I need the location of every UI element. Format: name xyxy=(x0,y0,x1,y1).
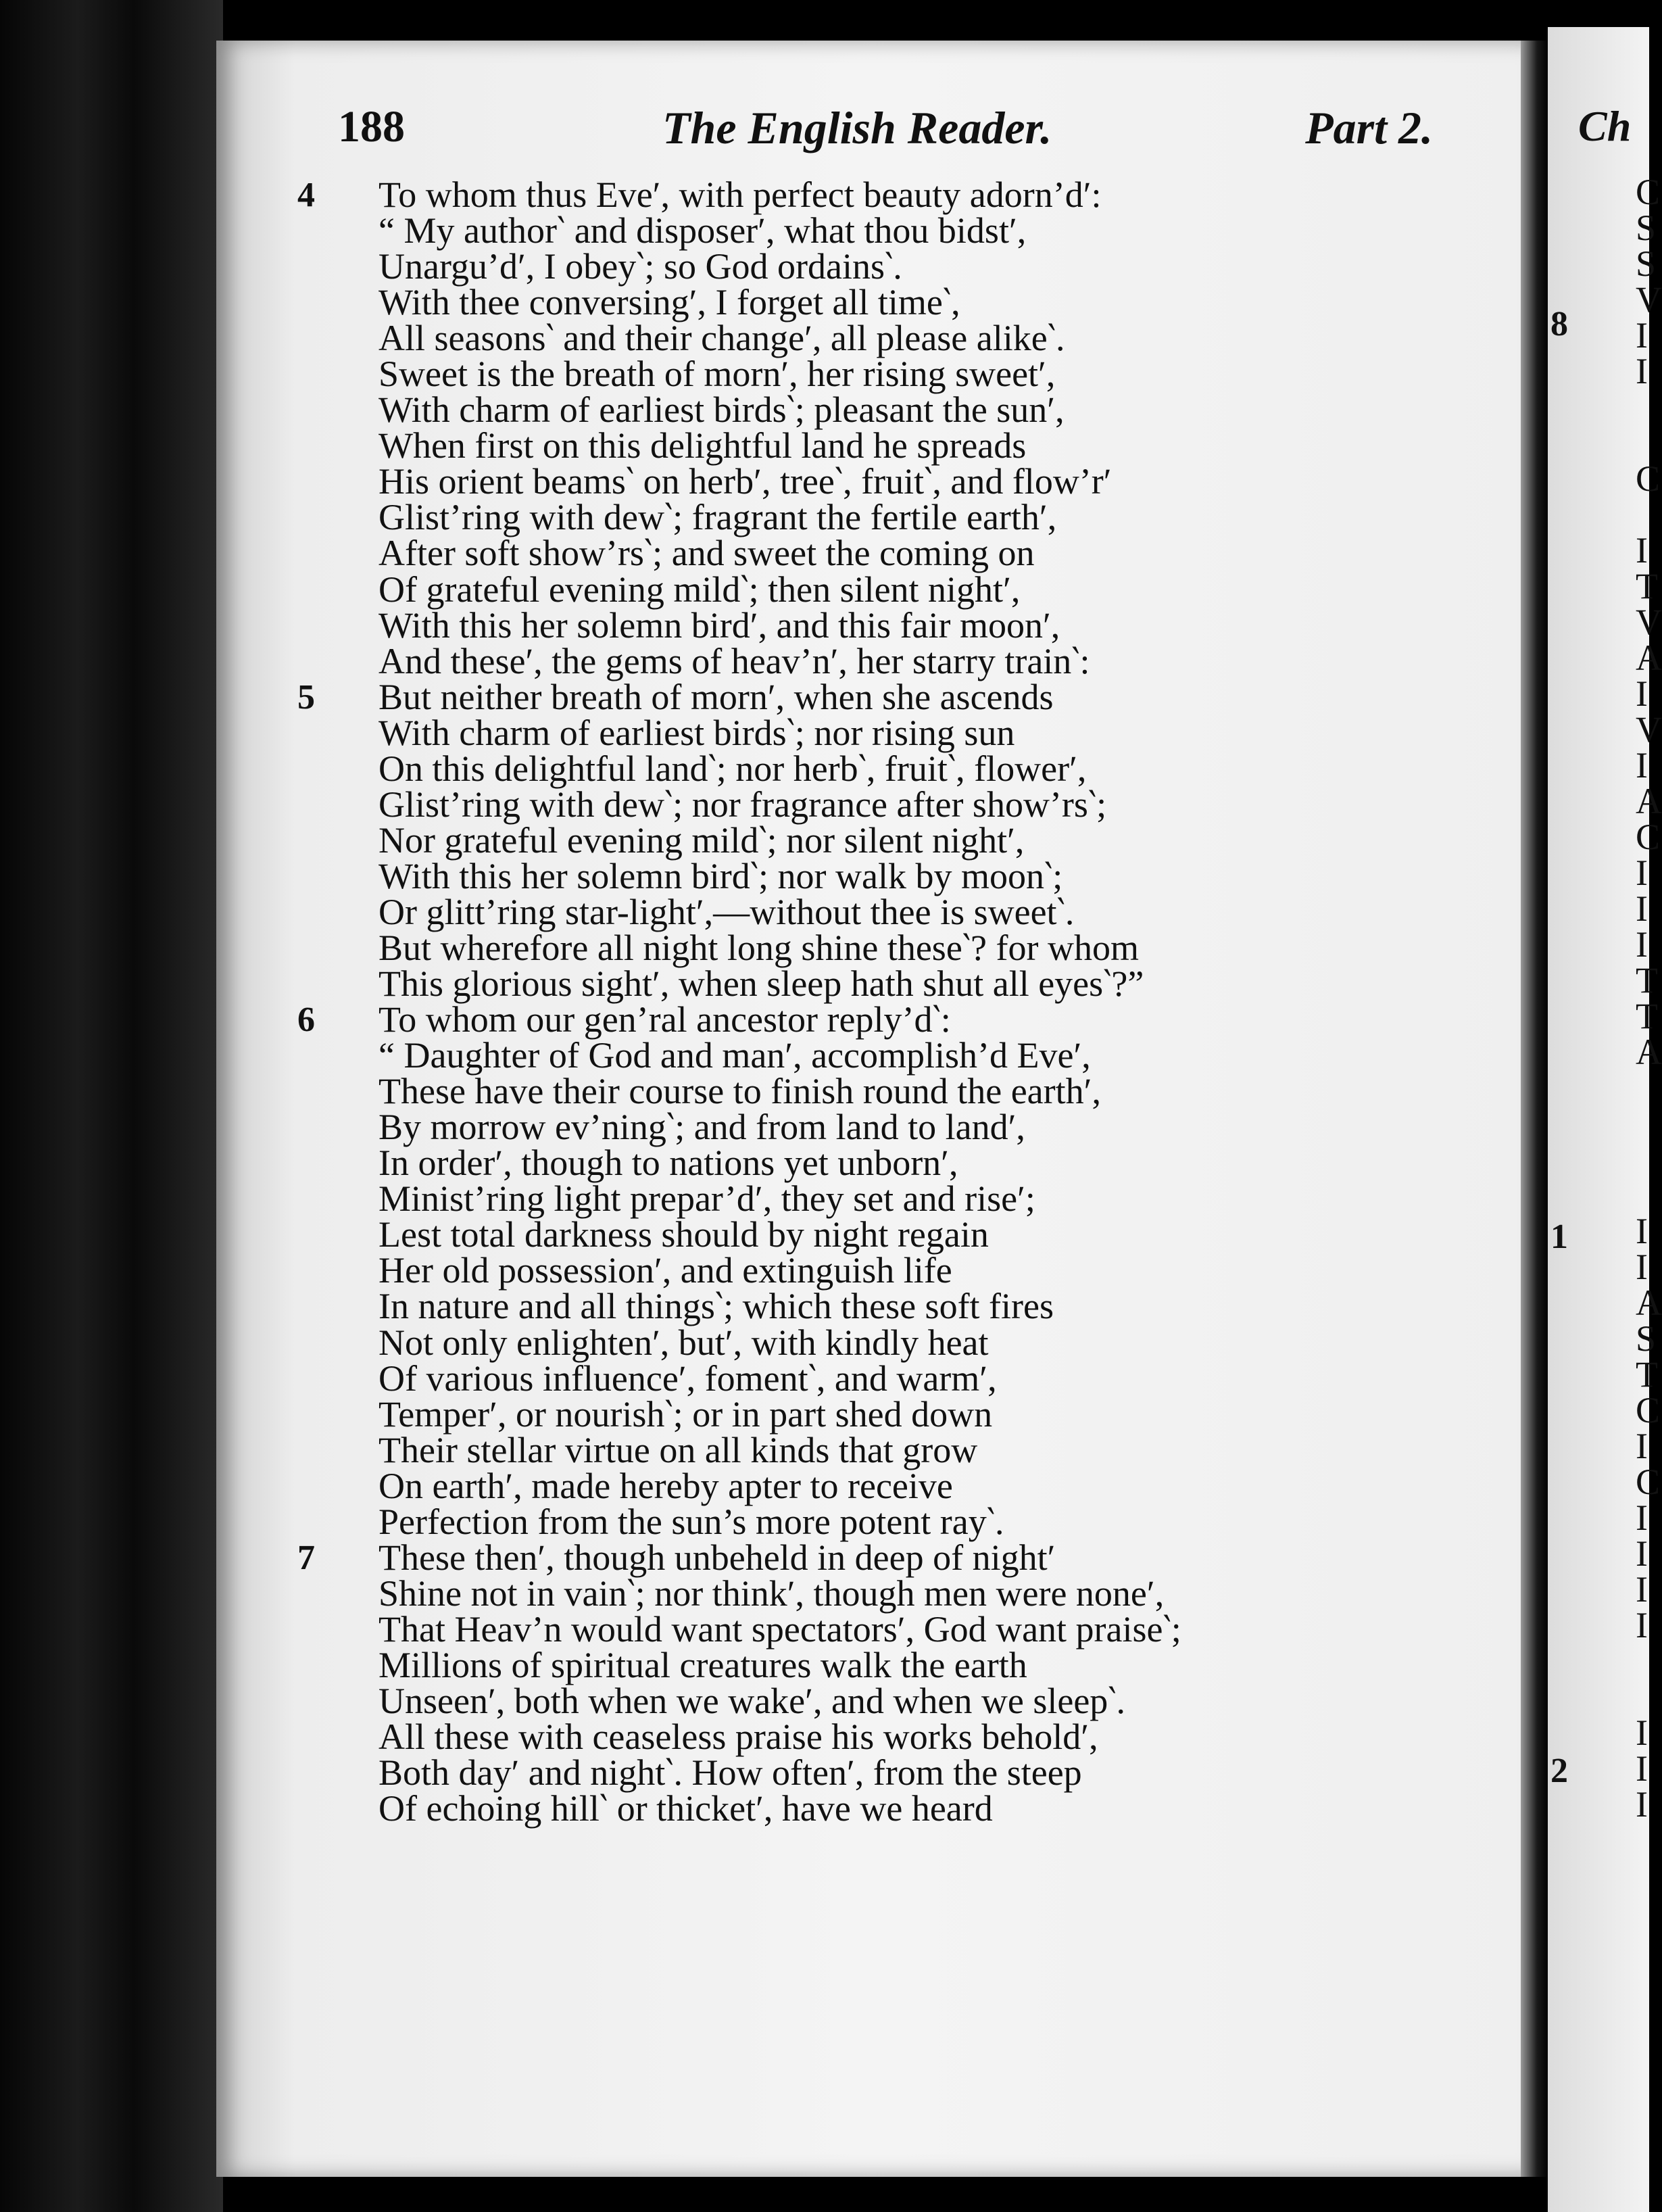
line-text: But neither breath of morn′, when she ascends xyxy=(378,676,1054,717)
facing-line-initial: C xyxy=(1636,172,1661,212)
line-text: Sweet is the breath of morn′, her rising sweet′, xyxy=(378,354,1056,395)
poem-line xyxy=(297,891,1338,932)
poem-line xyxy=(297,1501,1338,1542)
line-text: Minist’ring light prepar’d′, they set and rise′; xyxy=(378,1178,1035,1220)
facing-line-initial: I xyxy=(1636,530,1648,571)
poem-line xyxy=(297,318,1338,359)
line-text: Of grateful evening mild‵; then silent night′, xyxy=(378,569,1021,610)
facing-line-initial xyxy=(1636,1643,1656,1679)
poem-line xyxy=(297,1537,1338,1578)
line-text: That Heav’n would want spectators′, God want praise‵; xyxy=(378,1608,1181,1650)
facing-page-header: Ch xyxy=(1578,102,1632,150)
line-text: On earth′, made hereby apter to receive xyxy=(378,1465,953,1506)
running-title: The English Reader. xyxy=(662,102,1052,153)
poem-line xyxy=(297,533,1338,574)
facing-line-initial: I xyxy=(1636,1533,1648,1574)
poem-line xyxy=(297,1322,1338,1363)
poem-line xyxy=(297,1644,1338,1685)
facing-line-initial: I xyxy=(1636,852,1648,893)
facing-line-initial xyxy=(1636,389,1656,425)
line-text: On this delightful land‵; nor herb‵, fruit‵, flower′, xyxy=(378,748,1087,789)
line-text: With charm of earliest birds‵; nor rising sun xyxy=(378,712,1015,753)
facing-stanza-number: 2 xyxy=(1550,1752,1568,1790)
facing-line-initial: I xyxy=(1636,1605,1648,1645)
facing-line-initial: T xyxy=(1636,566,1658,606)
poem-line xyxy=(297,569,1338,610)
line-text: After soft show’rs‵; and sweet the coming on xyxy=(378,533,1035,574)
line-text: “ Daughter of God and man′, accomplish’d Eve′, xyxy=(378,1035,1091,1076)
facing-line-initial xyxy=(1636,1178,1656,1213)
line-text: These have their course to finish round the earth′, xyxy=(378,1071,1101,1112)
page-gutter xyxy=(1521,41,1548,2177)
facing-line-initial: I xyxy=(1636,1569,1648,1610)
poem-line xyxy=(297,210,1338,251)
facing-stanza-number: 8 xyxy=(1550,305,1568,343)
poem-line xyxy=(297,1680,1338,1721)
part-label: Part 2. xyxy=(1305,102,1433,153)
poem-line xyxy=(297,819,1338,861)
facing-line-initial xyxy=(1636,1142,1656,1178)
line-text: Glist’ring with dew‵; nor fragrance after show’rs‵; xyxy=(378,784,1107,825)
line-text: To whom our gen’ral ancestor reply’d‵: xyxy=(378,999,951,1040)
facing-line-initial: I xyxy=(1636,673,1648,714)
facing-line-initial: I xyxy=(1636,1247,1648,1287)
poem-line xyxy=(297,604,1338,646)
facing-line-initial: I xyxy=(1636,1712,1648,1753)
facing-line-initial: S xyxy=(1636,1318,1657,1359)
poem-line xyxy=(297,461,1338,502)
line-text: Perfection from the sun’s more potent ray‵. xyxy=(378,1501,1004,1542)
poem-text-block xyxy=(297,174,1338,1829)
facing-line-initial: I xyxy=(1636,888,1648,929)
facing-line-initial xyxy=(1636,497,1656,533)
facing-line-initial: I xyxy=(1636,1784,1648,1825)
poem-line xyxy=(297,1178,1338,1220)
line-text: When first on this delightful land he spreads xyxy=(378,425,1027,466)
line-text: Their stellar virtue on all kinds that grow xyxy=(378,1429,978,1470)
poem-line xyxy=(297,784,1338,825)
poem-line xyxy=(297,1752,1338,1794)
facing-line-initial: A xyxy=(1636,781,1662,821)
poem-line xyxy=(297,640,1338,681)
poem-line xyxy=(297,1071,1338,1112)
poem-line xyxy=(297,1214,1338,1255)
facing-line-initial: T xyxy=(1636,960,1658,1001)
line-text: This glorious sight′, when sleep hath shut all eyes‵?” xyxy=(378,963,1144,1005)
facing-line-initial: I xyxy=(1636,745,1648,786)
book-binding-shadow xyxy=(0,0,223,2212)
facing-page-line-initials xyxy=(1636,172,1662,1825)
line-text: All seasons‵ and their change′, all please alike‵. xyxy=(378,318,1065,359)
poem-line xyxy=(297,963,1338,1005)
line-text: All these with ceaseless praise his works behold′, xyxy=(378,1716,1098,1758)
line-text: And these′, the gems of heav’n′, her starry train‵: xyxy=(378,640,1090,681)
facing-line-initial xyxy=(1636,1106,1656,1142)
facing-stanza-number: 1 xyxy=(1550,1218,1568,1256)
facing-line-initial: V xyxy=(1636,279,1662,320)
facing-line-initial xyxy=(1636,425,1656,461)
line-text: With this her solemn bird′, and this fair moon′, xyxy=(378,604,1060,646)
facing-line-initial: I xyxy=(1636,924,1648,965)
facing-line-initial: A xyxy=(1636,638,1662,678)
poem-line xyxy=(297,855,1338,896)
poem-line xyxy=(297,927,1338,968)
poem-line xyxy=(297,497,1338,538)
poem-line xyxy=(297,1286,1338,1327)
facing-line-initial: C xyxy=(1636,1390,1661,1430)
poem-line xyxy=(297,1429,1338,1470)
poem-line xyxy=(297,246,1338,287)
facing-line-initial: S xyxy=(1636,208,1657,248)
line-text: Both day′ and night‵. How often′, from the steep xyxy=(378,1752,1082,1794)
line-text: Of echoing hill‵ or thicket′, have we heard xyxy=(378,1788,993,1829)
poem-line xyxy=(297,1465,1338,1506)
facing-line-initial: S xyxy=(1636,243,1657,284)
poem-line xyxy=(297,282,1338,323)
line-text: Shine not in vain‵; nor think′, though men were none′, xyxy=(378,1572,1165,1614)
page-header xyxy=(338,101,1433,162)
facing-line-initial: T xyxy=(1636,996,1658,1036)
facing-line-initial xyxy=(1636,1679,1656,1715)
poem-line xyxy=(297,1788,1338,1829)
poem-line xyxy=(297,1572,1338,1614)
facing-line-initial: C xyxy=(1636,1462,1661,1502)
poem-line xyxy=(297,354,1338,395)
poem-line xyxy=(297,389,1338,431)
line-text: With this her solemn bird‵; nor walk by moon‵; xyxy=(378,855,1063,896)
line-text: By morrow ev’ning‵; and from land to land′, xyxy=(378,1107,1025,1148)
poem-line xyxy=(297,748,1338,789)
poem-line xyxy=(297,1393,1338,1435)
poem-line xyxy=(297,425,1338,466)
stanza-number: 6 xyxy=(297,1001,315,1040)
poem-line xyxy=(297,1716,1338,1758)
line-text: His orient beams‵ on herb′, tree‵, fruit‵, and flow’r′ xyxy=(378,461,1112,502)
stanza-number: 4 xyxy=(297,176,315,214)
line-text: Temper′, or nourish‵; or in part shed down xyxy=(378,1393,993,1435)
poem-line xyxy=(297,1357,1338,1399)
facing-line-initial xyxy=(1636,1070,1656,1106)
line-text: “ My author‵ and disposer′, what thou bidst′, xyxy=(378,210,1027,251)
facing-line-initial: I xyxy=(1636,1497,1648,1538)
facing-line-initial: I xyxy=(1636,1426,1648,1466)
poem-line xyxy=(297,1035,1338,1076)
poem-line xyxy=(297,1107,1338,1148)
line-text: To whom thus Eve′, with perfect beauty adorn’d′: xyxy=(378,174,1102,215)
stanza-number: 5 xyxy=(297,677,315,717)
poem-line xyxy=(297,1143,1338,1184)
line-text: Not only enlighten′, but′, with kindly heat xyxy=(378,1322,989,1363)
facing-line-initial: T xyxy=(1636,1354,1658,1395)
facing-line-initial: I xyxy=(1636,315,1648,356)
poem-line xyxy=(297,676,1338,717)
line-text: Nor grateful evening mild‵; nor silent night′, xyxy=(378,819,1025,861)
line-text: Her old possession′, and extinguish life xyxy=(378,1250,952,1291)
facing-line-initial: I xyxy=(1636,1748,1648,1789)
line-text: Unseen′, both when we wake′, and when we sleep‵. xyxy=(378,1680,1126,1721)
facing-line-initial: I xyxy=(1636,1211,1648,1251)
line-text: Of various influence′, foment‵, and warm′, xyxy=(378,1357,997,1399)
line-text: With thee conversing′, I forget all time‵, xyxy=(378,282,960,323)
line-text: But wherefore all night long shine these‵? for whom xyxy=(378,927,1139,968)
line-text: In order′, though to nations yet unborn′, xyxy=(378,1143,958,1184)
page-number: 188 xyxy=(338,102,405,151)
line-text: Millions of spiritual creatures walk the earth xyxy=(378,1644,1027,1685)
facing-line-initial: V xyxy=(1636,709,1662,750)
stanza-number: 7 xyxy=(297,1538,315,1577)
line-text: Lest total darkness should by night regain xyxy=(378,1214,989,1255)
poem-line xyxy=(297,1250,1338,1291)
line-text: In nature and all things‵; which these soft fires xyxy=(378,1286,1054,1327)
poem-line xyxy=(297,174,1338,215)
line-text: Unargu’d′, I obey‵; so God ordains‵. xyxy=(378,246,902,287)
poem-line xyxy=(297,999,1338,1040)
facing-line-initial: A xyxy=(1636,1032,1662,1072)
line-text: These then′, though unbeheld in deep of night′ xyxy=(378,1537,1056,1578)
line-text: Glist’ring with dew‵; fragrant the fertile earth′, xyxy=(378,497,1057,538)
poem-line xyxy=(297,1608,1338,1650)
line-text: Or glitt’ring star-light′,—without thee is sweet‵. xyxy=(378,891,1075,932)
facing-line-initial: V xyxy=(1636,602,1662,642)
facing-line-initial: C xyxy=(1636,458,1661,499)
line-text: With charm of earliest birds‵; pleasant the sun′, xyxy=(378,389,1065,431)
facing-line-initial: A xyxy=(1636,1282,1662,1323)
facing-line-initial: I xyxy=(1636,351,1648,391)
facing-page-stanza-numbers xyxy=(1548,162,1649,2055)
facing-line-initial: C xyxy=(1636,817,1661,857)
poem-line xyxy=(297,712,1338,753)
